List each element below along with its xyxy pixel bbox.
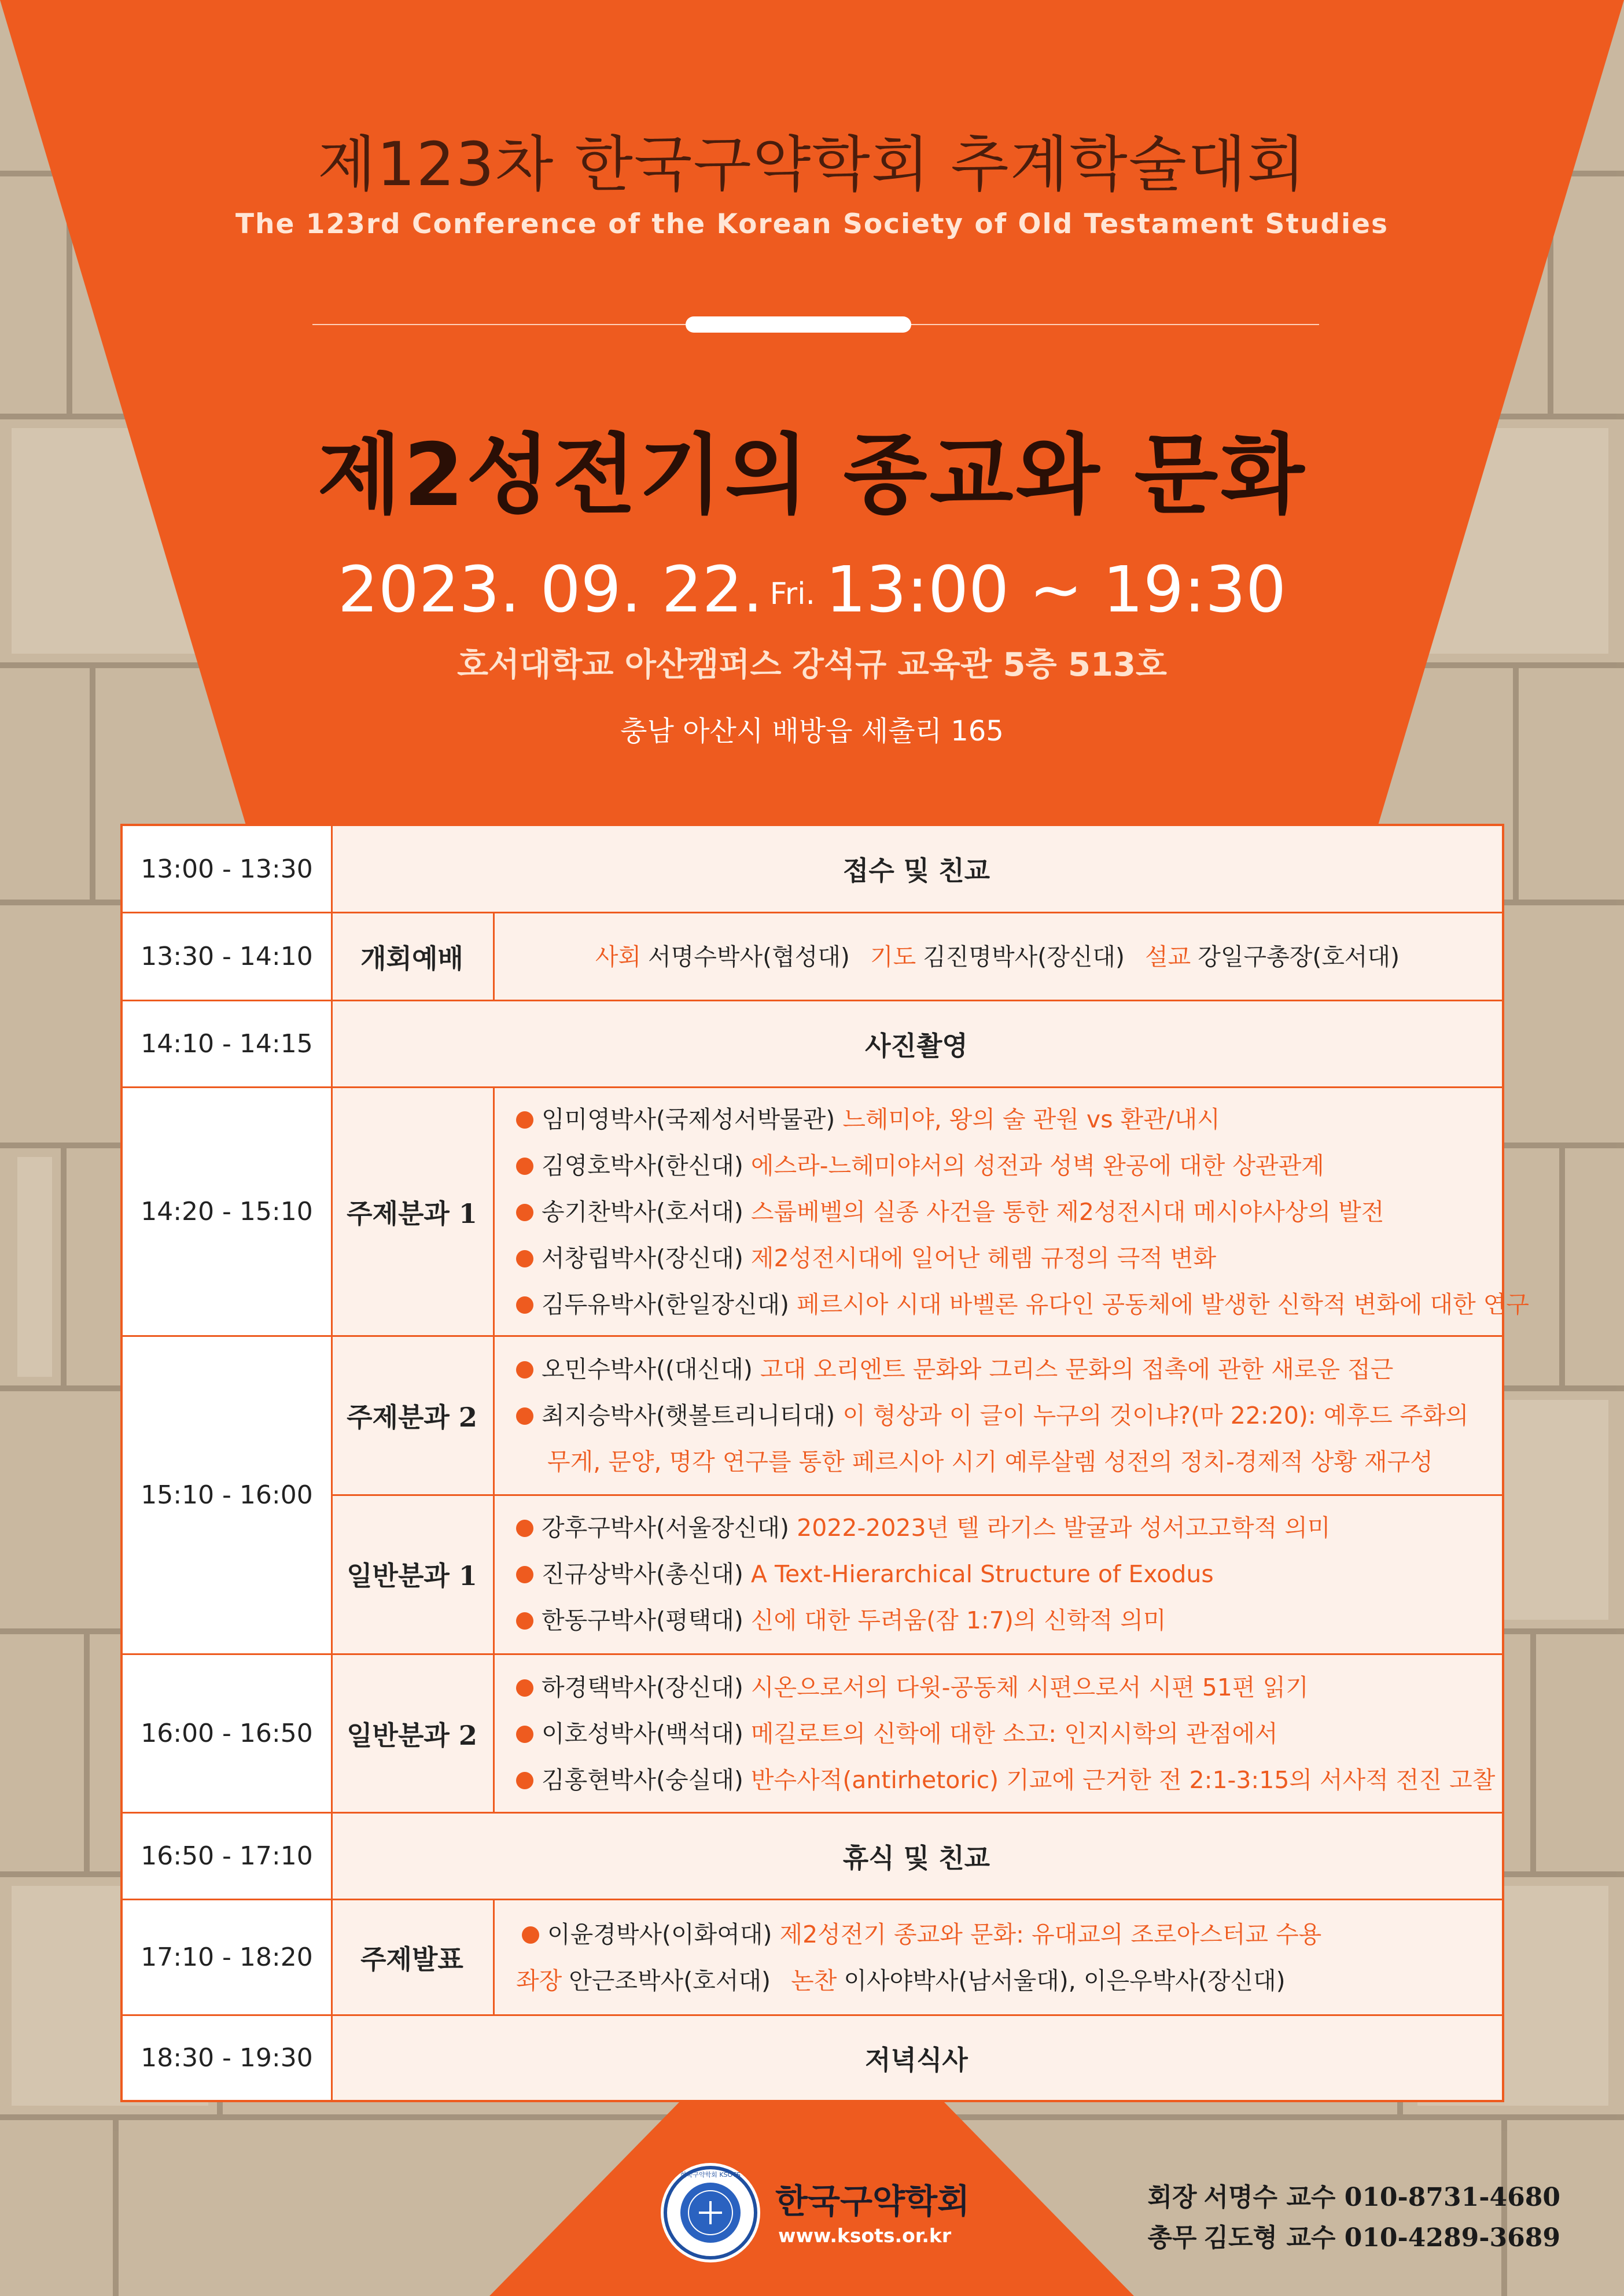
event-day: Fri. [769,576,816,611]
time-cell: 16:50 - 17:10 [123,1814,333,1899]
session-title: 저녁식사 [865,2044,968,2076]
bullet-icon [522,1926,539,1944]
schedule-row [123,2014,1502,2100]
talk-item [516,1189,1502,1235]
bullet-icon [516,1296,533,1314]
session-content [493,1337,1502,1494]
speaker: 김홍현박사(숭실대) [542,1766,743,1794]
organization-url[interactable]: www.ksots.or.kr [778,2224,952,2247]
session-name: 일반분과 1 [331,1494,495,1653]
bullet-icon [516,1679,533,1697]
session-title: 휴식 및 친교 [842,1842,990,1874]
talk-topic: 에스라-느헤미야서의 성전과 성벽 완공에 대한 상관관계 [750,1151,1324,1180]
speaker: 최지승박사(햇볼트리니티대) [542,1402,835,1429]
talk-item [516,1096,1502,1143]
talk-item [516,1911,1502,1958]
talk-item [516,1757,1502,1803]
talk-item [516,1392,1502,1439]
talk-topic: 제2성전시대에 일어난 헤렘 규정의 극적 변화 [750,1244,1217,1272]
speaker: 김두유박사(한일장신대) [542,1290,790,1318]
bullet-icon [516,1250,533,1267]
logo-text: 한국구약학회 KSOTS [680,2171,741,2179]
schedule-row [123,1899,1502,2014]
talk-topic: 무게, 문양, 명각 연구를 통한 페르시아 시기 예루살렘 성전의 정치-경제적 상황 재구성 [547,1448,1433,1476]
speaker: 진규상박사(총신대) [542,1560,743,1588]
session-content [493,1655,1502,1812]
role-label: 논찬 [791,1966,837,1995]
talk-item [516,1711,1502,1757]
bullet-icon [516,1612,533,1630]
panel-line [516,1958,1502,2004]
talk-item [516,1143,1502,1189]
contact-secretary [1148,2217,1560,2254]
talk-item [516,1235,1502,1281]
time-cell: 17:10 - 18:20 [123,1900,333,2014]
talk-item-continued [516,1439,1502,1485]
role-label: 좌장 [516,1966,562,1995]
session-title: 접수 및 친교 [842,855,990,886]
sub-session [331,1494,1502,1653]
event-venue: 호서대학교 아산캠퍼스 강석규 교육관 5층 513호 [456,646,1168,684]
talk-item [516,1551,1502,1597]
time-cell: 13:00 - 13:30 [123,826,333,912]
talk-topic: A Text-Hierarchical Structure of Exodus [750,1560,1214,1588]
organization-name: 한국구약학회 [775,2181,970,2221]
session-title: 사진촬영 [865,1030,968,1062]
talk-topic: 신에 대한 두려움(잠 1:7)의 신학적 의미 [750,1606,1166,1634]
session-content [493,1088,1529,1335]
talk-item [516,1505,1502,1551]
bullet-icon [516,1204,533,1221]
contact-role: 총무 [1147,2223,1197,2253]
session-name: 개회예배 [331,913,495,1000]
event-time: 13:00 ~ 19:30 [826,552,1287,626]
talk-topic: 고대 오리엔트 문화와 그리스 문화의 접촉에 관한 새로운 접근 [760,1355,1394,1383]
role-person: 이사야박사(남서울대), 이은우박사(장신대) [844,1966,1286,1995]
schedule-row [123,912,1502,1000]
event-date-time [0,552,1624,626]
main-theme-title: 제2성전기의 종교와 문화 [317,425,1307,526]
speaker: 서창립박사(장신대) [542,1244,743,1272]
schedule-row [123,1335,1502,1653]
session-content [493,913,1502,1000]
time-cell: 16:00 - 16:50 [123,1655,333,1812]
conference-title-english: The 123rd Conference of the Korean Society of Old Testament Studies [235,208,1389,240]
speaker: 하경택박사(장신대) [542,1673,743,1701]
talk-item [516,1597,1502,1643]
speaker: 이윤경박사(이화여대) [547,1920,772,1948]
time-cell: 13:30 - 14:10 [123,913,333,1000]
event-date: 2023. 09. 22. [337,552,763,626]
sub-session [331,1337,1502,1496]
divider-highlight [686,316,911,333]
bullet-icon [516,1520,533,1537]
contact-role: 회장 [1147,2183,1197,2212]
session-content [493,1900,1502,2014]
time-cell: 15:10 - 16:00 [123,1337,333,1653]
time-cell: 14:20 - 15:10 [123,1088,333,1335]
role-label: 설교 [1145,942,1191,971]
schedule-table [120,824,1529,2102]
time-cell: 18:30 - 19:30 [123,2016,333,2100]
speaker: 오민수박사((대신대) [542,1355,753,1383]
ksots-logo [658,2161,763,2265]
speaker: 이호성박사(백석대) [542,1719,743,1748]
bullet-icon [516,1566,533,1583]
schedule-row [123,1000,1502,1086]
bullet-icon [516,1407,533,1425]
speaker: 한동구박사(평택대) [542,1606,743,1634]
session-name: 일반분과 2 [331,1655,495,1812]
talk-topic: 페르시아 시대 바벨론 유다인 공동체에 발생한 신학적 변화에 대한 연구 [797,1290,1529,1318]
session-content [493,1494,1502,1653]
session-name: 주제분과 2 [331,1337,495,1494]
speaker: 송기찬박사(호서대) [542,1197,743,1226]
role-person: 안근조박사(호서대) [569,1966,771,1995]
schedule-row [123,826,1502,912]
bullet-icon [516,1726,533,1743]
bullet-icon [516,1111,533,1129]
contact-text: 서명수 교수 010-8731-4680 [1203,2183,1560,2212]
bullet-icon [516,1361,533,1379]
conference-title-korean: 제123차 한국구약학회 추계학술대회 [317,129,1307,200]
schedule-row [123,1653,1502,1812]
talk-topic: 2022-2023년 텔 라기스 발굴과 성서고고학적 의미 [797,1513,1331,1542]
bullet-icon [516,1158,533,1175]
talk-item [516,1281,1529,1328]
time-cell: 14:10 - 14:15 [123,1001,333,1086]
talk-topic: 메길로트의 신학에 대한 소고: 인지시학의 관점에서 [750,1719,1278,1748]
role-label: 기도 [870,942,916,971]
session-name: 주제발표 [331,1900,495,2014]
speaker: 임미영박사(국제성서박물관) [542,1105,835,1133]
role-person: 서명수박사(협성대) [648,942,850,971]
contact-text: 김도형 교수 010-4289-3689 [1203,2223,1560,2253]
talk-topic: 반수사적(antirhetoric) 기교에 근거한 전 2:1-3:15의 서사적 전진 고찰 [750,1766,1496,1794]
talk-topic: 이 형상과 이 글이 누구의 것이냐?(마 22:20): 예후드 주화의 [842,1402,1469,1429]
bullet-icon [516,1772,533,1789]
role-label: 사회 [595,942,642,971]
speaker: 김영호박사(한신대) [542,1151,743,1180]
talk-item [516,1346,1502,1392]
role-person: 김진명박사(장신대) [923,942,1125,971]
talk-topic: 느헤미야, 왕의 술 관원 vs 환관/내시 [842,1105,1220,1133]
session-name: 주제분과 1 [331,1088,495,1335]
talk-topic: 시온으로서의 다윗-공동체 시편으로서 시편 51편 읽기 [750,1673,1309,1701]
schedule-row [123,1086,1529,1335]
contact-president [1148,2176,1560,2213]
talk-topic: 스룹베벨의 실종 사건을 통한 제2성전시대 메시야사상의 발전 [750,1197,1384,1226]
speaker: 강후구박사(서울장신대) [542,1513,790,1542]
role-person: 강일구총장(호서대) [1198,942,1400,971]
talk-topic: 제2성전기 종교와 문화: 유대교의 조로아스터교 수용 [779,1920,1322,1948]
talk-item [516,1664,1502,1711]
schedule-row [123,1812,1502,1899]
event-address: 충남 아산시 배방읍 세출리 165 [620,715,1004,747]
